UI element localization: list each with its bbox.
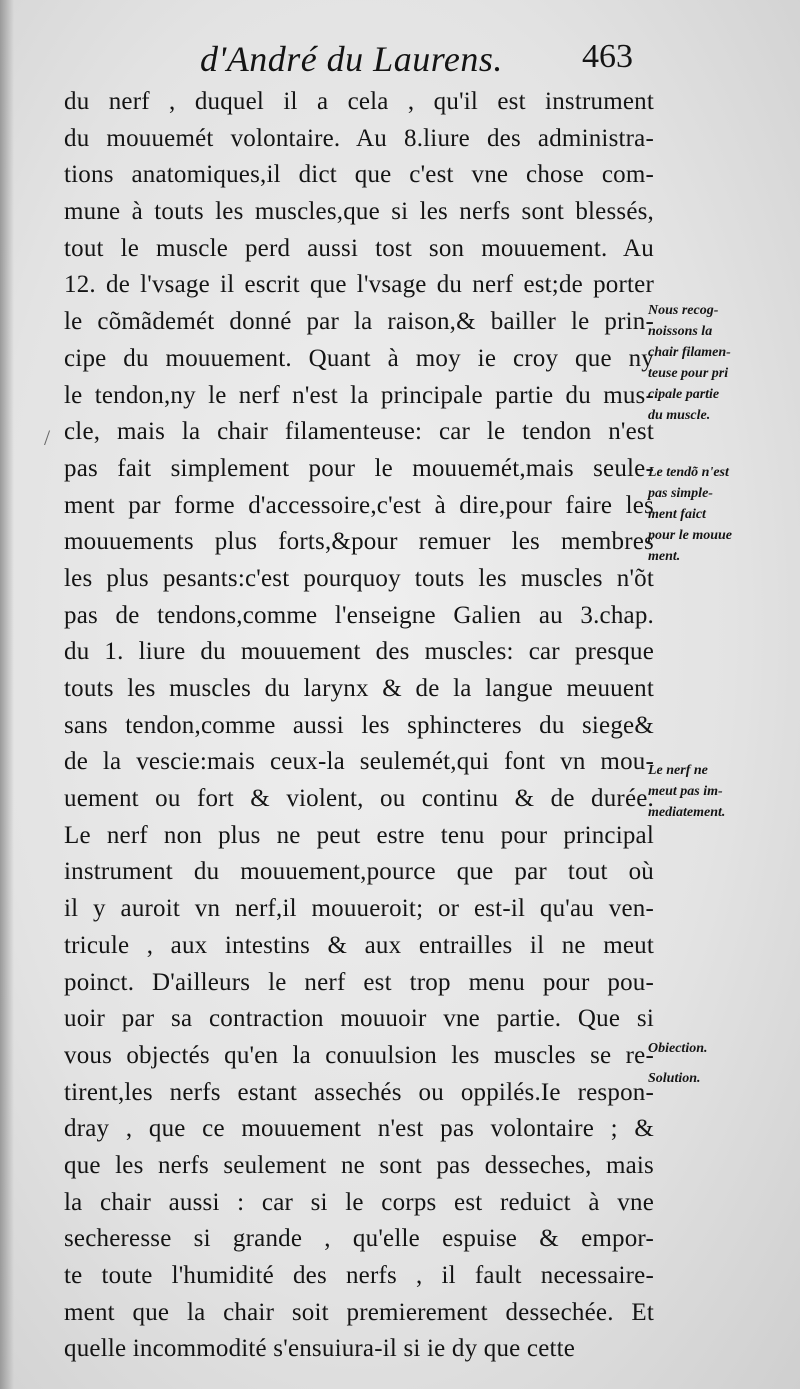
body-text bbox=[64, 84, 654, 1368]
margin-note-line: chair filamen- bbox=[648, 345, 731, 360]
margin-note bbox=[648, 300, 731, 426]
text-line: secheresse si grande , qu'elle espuise & empor- bbox=[64, 1225, 654, 1253]
margin-note-line: ment. bbox=[648, 549, 681, 564]
text-line: touts les muscles du larynx & de la langue meuuent bbox=[64, 675, 654, 702]
margin-note-line: teuse pour pri bbox=[648, 366, 729, 381]
text-line: tirent,les nerfs estant assechés ou oppilés.Ie respon- bbox=[64, 1078, 654, 1106]
text-line: ment que la chair soit premierement dessechée. Et bbox=[64, 1298, 654, 1326]
text-line: te toute l'humidité des nerfs , il fault necessaire- bbox=[64, 1262, 654, 1289]
text-line: pas de tendons,comme l'enseigne Galien au 3.chap. bbox=[64, 601, 654, 629]
margin-note-line: Obiection. bbox=[648, 1041, 708, 1056]
text-line: tions anatomiques,il dict que c'est vne chose com- bbox=[64, 161, 654, 189]
text-line: vous objectés qu'en la conuulsion les muscles se re- bbox=[64, 1041, 654, 1069]
text-line: mouuements plus forts,&pour remuer les membres bbox=[64, 528, 654, 556]
text-line: cipe du mouuement. Quant à moy ie croy que ny bbox=[64, 344, 654, 372]
text-line: de la vescie:mais ceux-la seulemét,qui font vn mou- bbox=[64, 748, 654, 776]
margin-note-line: mediatement. bbox=[648, 805, 726, 820]
text-line: tricule , aux intestins & aux entrailles il ne meut bbox=[64, 931, 654, 959]
margin-note bbox=[648, 760, 725, 823]
margin-note bbox=[648, 1068, 701, 1089]
ink-mark: / bbox=[44, 425, 51, 450]
margin-note-line: Nous recog- bbox=[648, 303, 719, 318]
margin-note-line: du muscle. bbox=[648, 408, 711, 423]
text-line: cle, mais la chair filamenteuse: car le tendon n'est bbox=[64, 418, 654, 446]
text-line: le cõmãdemét donné par la raison,& bailler le prin- bbox=[64, 308, 654, 336]
margin-note-line: Le nerf ne bbox=[648, 763, 708, 778]
text-line: il y auroit vn nerf,il mouueroit; or est-il qu'au ven- bbox=[64, 895, 654, 923]
margin-note-line: Solution. bbox=[648, 1071, 701, 1086]
margin-note bbox=[648, 462, 732, 567]
text-line: poinct. D'ailleurs le nerf est trop menu pour pou- bbox=[64, 968, 654, 996]
text-line: uoir par sa contraction mouuoir vne partie. Que si bbox=[64, 1005, 654, 1033]
margin-note-line: pas simple- bbox=[648, 486, 713, 501]
text-line: 12. de l'vsage il escrit que l'vsage du nerf est;de porter bbox=[64, 271, 654, 299]
text-line: instrument du mouuement,pource que par tout où bbox=[64, 858, 654, 886]
margin-note bbox=[648, 1038, 708, 1059]
text-line: la chair aussi : car si le corps est reduict à vne bbox=[64, 1188, 654, 1216]
page-number: 463 bbox=[582, 38, 633, 75]
text-line: du mouuemét volontaire. Au 8.liure des administra- bbox=[64, 124, 654, 152]
margin-note-line: pour le mouue bbox=[648, 528, 733, 543]
text-line: dray , que ce mouuement n'est pas volontaire ; & bbox=[64, 1115, 654, 1143]
text-line: sans tendon,comme aussi les sphincteres du siege& bbox=[64, 711, 654, 739]
text-line: du nerf , duquel il a cela , qu'il est instrument bbox=[64, 88, 654, 115]
text-line: ment par forme d'accessoire,c'est à dire,pour faire les bbox=[64, 491, 654, 519]
text-line: du 1. liure du mouuement des muscles: car presque bbox=[64, 638, 654, 666]
text-line: Le nerf non plus ne peut estre tenu pour principal bbox=[64, 821, 654, 849]
margin-note-line: meut pas im- bbox=[648, 784, 723, 799]
margin-note-line: cipale partie bbox=[648, 387, 720, 402]
page-gutter-shadow bbox=[0, 0, 14, 1389]
text-line: tout le muscle perd aussi tost son mouuement. Au bbox=[64, 234, 654, 262]
margin-note-line: noissons la bbox=[648, 324, 713, 339]
page-header bbox=[0, 38, 800, 88]
margin-note-line: Le tendõ n'est bbox=[648, 465, 729, 480]
text-line: pas fait simplement pour le mouuemét,mais seule- bbox=[64, 454, 654, 482]
text-line: les plus pesants:c'est pourquoy touts les muscles n'õt bbox=[64, 564, 654, 592]
text-line: le tendon,ny le nerf n'est la principale partie du mus- bbox=[64, 381, 654, 409]
text-line: mune à touts les muscles,que si les nerfs sont blessés, bbox=[64, 198, 654, 226]
margin-note-line: ment faict bbox=[648, 507, 706, 522]
text-line: uement ou fort & violent, ou continu & de durée. bbox=[64, 785, 654, 813]
running-title: d'André du Laurens. bbox=[200, 39, 503, 79]
text-line: que les nerfs seulement ne sont pas desseches, mais bbox=[64, 1151, 654, 1179]
text-line: quelle incommodité s'ensuiura-il si ie dy que cette bbox=[64, 1335, 576, 1363]
